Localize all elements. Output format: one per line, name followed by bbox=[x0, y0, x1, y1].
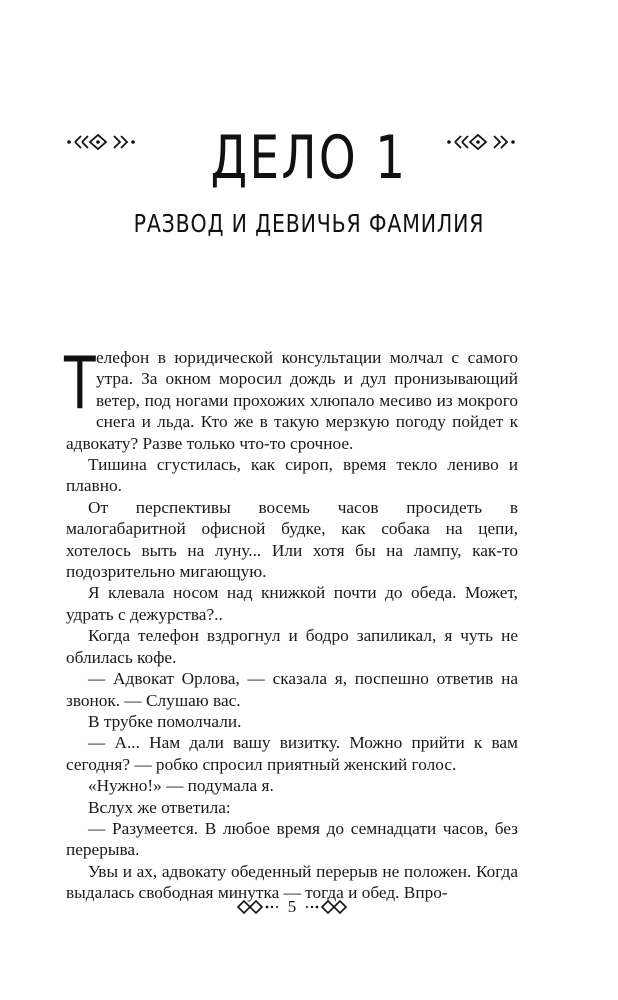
paragraph: В трубке помолчали. bbox=[88, 711, 242, 731]
paragraph: — Разумеется. В любое время до семнадцати часов, без перерыва. bbox=[66, 818, 518, 860]
paragraph: — Адвокат Орлова, — сказала я, поспешно ответив на звонок. — Слушаю вас. bbox=[66, 669, 518, 710]
page-number: 5 bbox=[287, 897, 297, 916]
page-footer bbox=[0, 896, 618, 920]
drop-cap: Т bbox=[64, 341, 96, 425]
paragraph: Когда телефон вздрогнул и бодро запиликал, я чуть не облилась кофе. bbox=[66, 626, 518, 667]
paragraph: «Нужно!» — подумала я. bbox=[88, 776, 274, 796]
paragraph: Я клевала носом над книжкой почти до обеда. Может, удрать с дежурства?.. bbox=[66, 583, 518, 624]
paragraph: Увы и ах, адвокату обеденный перерыв не положен. Когда выдалась свободная минутка — тогда и обед. Впро- bbox=[66, 861, 518, 903]
paragraph: От перспективы восемь часов просидеть в малогабаритной офисной будке, как собака на цепи, хотелось выть на луну... Или хотя бы на лампу, как-то подозрительно мигающую. bbox=[66, 497, 518, 582]
footer-ornament-right-icon bbox=[302, 898, 348, 921]
chapter-title: ДЕЛО 1 bbox=[210, 123, 408, 193]
chapter-subtitle: РАЗВОД И ДЕВИЧЬЯ ФАМИЛИЯ bbox=[133, 209, 485, 238]
paragraph: Вслух же ответила: bbox=[88, 797, 231, 817]
body-text bbox=[64, 341, 518, 904]
paragraph: Телефон в юридической консультации молчал с самого утра. За окном моросил дождь и дул пронизывающий ветер, под ногами прохожих хлюпало месиво из мокрого снега и льда. Кто же в такую мерзкую погоду пойдет к адвокату? Разве только что-то срочное. bbox=[64, 341, 518, 453]
paragraph: Тишина сгустилась, как сироп, время текло лениво и плавно. bbox=[66, 455, 518, 496]
footer-ornament-left-icon bbox=[236, 898, 282, 921]
paragraph: — А... Нам дали вашу визитку. Можно прийти к вам сегодня? — робко спросил приятный женский голос. bbox=[66, 733, 518, 774]
